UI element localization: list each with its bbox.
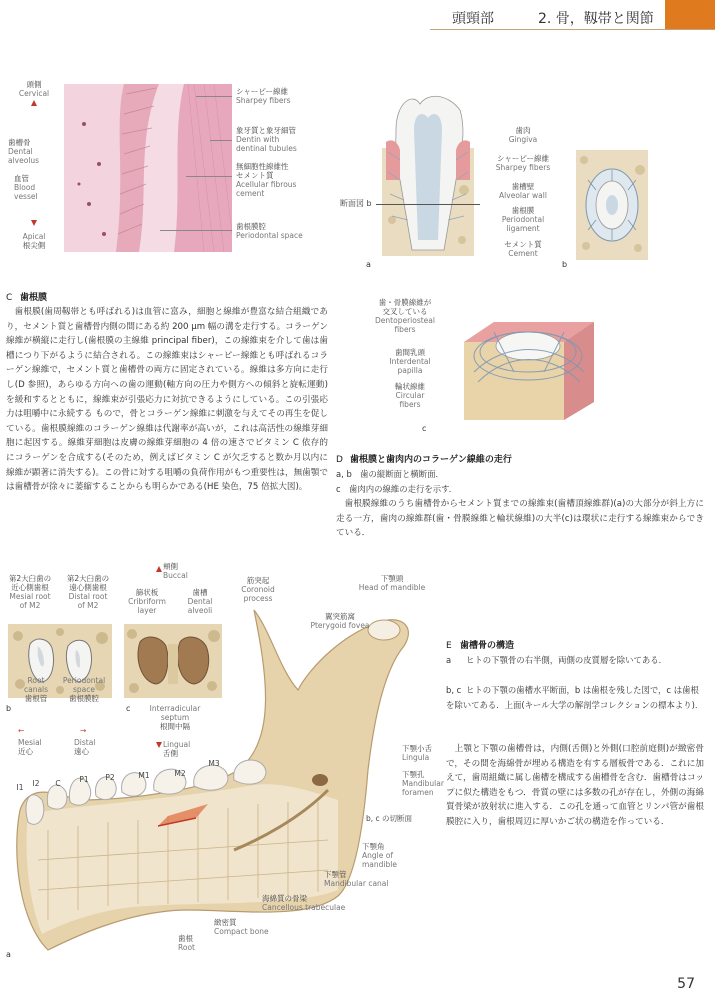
section-e-title: 歯槽骨の構造 [460,641,515,651]
lingula-jp: 下顎小舌 [402,744,432,753]
orient-bottom-en: Apical [22,232,46,241]
fig-e-letter-b: b [6,704,12,713]
cribriform-jp: 篩状板 [135,588,159,597]
coronoid-jp: 筋突起 [246,576,270,585]
compact-bone-jp: 緻密質 [214,918,237,927]
section-d-sub-ab: a, b 歯の縦断面と横断面． [336,469,444,479]
orient-bottom-jp: 根尖側 [22,241,46,250]
right-label-jp-1: シャーピー線維 [236,87,289,96]
papilla-label-en: Interdental papilla [389,357,431,375]
pdl-label-jp: 歯根膜 [511,206,535,215]
mandible-illustration [8,590,428,960]
pterygoid-fovea-en: Pterygoid fovea [310,621,370,630]
section-d-letter: D [336,455,343,465]
right-label-en-3: Acellular fibrous cement [236,180,297,198]
section-c-letter: C [6,293,13,303]
histology-figure [0,70,340,270]
cribriform-en: Cribriform layer [128,597,166,615]
circular-label-jp: 輪状線維 [395,382,425,391]
compact-bone-en: Compact bone [214,927,269,936]
angle-of-mandible-en: Angle of mandible [362,851,397,869]
page-number: 57 [677,976,695,992]
tooth-label-m3: M3 [208,759,220,768]
section-d-paragraph: 歯根膜線維のうち歯槽骨からセメント質までの線維束(歯槽頂線維群)(a)の大部分が斜上方に走る一方，歯肉の線維群(歯・骨膜線維と輪状線維)の大半(c)は環状に走行する線維束からできている． [336,499,704,539]
m2-distal-root-jp: 第2大臼歯の 遠心側歯根 [66,574,110,592]
item-a-text: ヒトの下顎骨の右半側，両側の皮質層を除いてある． [466,655,667,665]
item-bc-label: b, c [446,685,462,695]
gingiva-block-illustration [454,302,604,422]
mesial-arrow-icon: ← [18,726,25,735]
dentoperiosteal-label-jp: 歯・骨膜線維が 交叉している [378,298,432,316]
right-label-jp-4: 歯根膜腔 [236,222,266,231]
tooth-label-i1: I1 [16,783,24,792]
head-of-mandible-en: Head of mandible [358,583,426,592]
alveolar-wall-label-en: Alveolar wall [499,191,547,200]
distal-arrow-icon: → [80,726,87,735]
fig-d-c [360,292,715,442]
section-c-title: 歯根膜 [20,293,48,303]
gingiva-label-en: Gingiva [508,135,538,144]
sharpey-label-jp: シャーピー線維 [496,154,550,163]
cement-label-en: Cement [508,249,538,258]
m2-mesial-root-jp: 第2大臼歯の 近心側歯根 [8,574,52,592]
papilla-label-jp: 歯間乳頭 [395,348,425,357]
cancellous-en: Cancellous trabeculae [262,903,346,912]
item-a-label: a [446,655,452,665]
right-label-en-4: Periodontal space [236,231,303,240]
histology-micrograph [64,84,232,252]
circular-label-en: Circular fibers [395,391,425,409]
cement-label-jp: セメント質 [504,240,542,249]
apical-arrow-icon [31,220,37,226]
section-b-label: 断面図 b [340,199,372,208]
mandibular-canal-en: Mandibular canal [324,879,389,888]
interradicular-jp: 根間中隔 [160,722,190,731]
section-e-paragraph: 上顎と下顎の歯槽骨は，内側(舌側)と外側(口腔前庭側)が緻密骨で，その間を海綿骨が埋める構造を有する層板骨である．これに加えて，歯周組織に属し歯槽を構成する歯槽骨を含む．歯槽骨はコップに似た構造をもつ．骨質の壁には多数の孔が存在し，外側の海綿質骨梁が放射状に進入する．この孔を通って血管とリンパ管が歯根膜腔に入り，歯根周辺に厚いかご状の構造を作っている． [446,744,704,827]
fig-e-mandible [0,570,445,970]
leader-line [196,96,232,97]
periodontal-space-en: Periodontal space [62,676,106,694]
left-label-en-2: Blood vessel [14,183,38,201]
right-label-en-1: Sharpey fibers [236,96,291,105]
cancellous-jp: 海綿質の骨梁 [262,894,307,903]
root-jp: 歯根 [178,934,193,943]
root-canals-jp: 歯根管 [24,694,48,703]
fig-e-letter-a: a [6,950,11,959]
m2-distal-root-en: Distal root of M2 [68,592,108,610]
gingiva-label-jp: 歯肉 [515,126,531,135]
leader-line [186,176,232,177]
cervical-arrow-icon [31,100,37,106]
periodontal-space-jp: 歯根膜腔 [69,694,99,703]
alveolar-wall-label-jp: 歯槽壁 [511,182,535,191]
head-of-mandible-jp: 下顎頭 [380,574,404,583]
section-d-sub-c: c 歯肉内の線維の走行を示す． [336,484,458,494]
tooth-label-p2: P2 [105,773,115,782]
lingula-en: Lingula [402,753,430,762]
left-label-jp-2: 血管 [14,174,29,183]
fig-d-letter-a: a [366,260,371,269]
alveoli-jp: 歯槽 [192,588,208,597]
mandibular-canal-jp: 下顎管 [324,870,347,879]
section-d-title: 歯根膜と歯肉内のコラーゲン線維の走行 [350,455,512,465]
fig-e-letter-c: c [126,704,131,713]
fig-d-ab [340,80,715,280]
dentoperiosteal-label-en: Dentoperiosteal fibers [375,316,435,334]
m2-mesial-root-en: Mesial root of M2 [9,592,51,610]
section-e-heading [446,638,514,651]
mesial-en: Mesial [18,738,42,747]
distal-jp: 遠心 [74,747,89,756]
pdl-label-en: Periodontal ligament [501,215,545,233]
mandibular-foramen-en: Mandibular foramen [402,779,444,797]
left-label-en-1: Dental alveolus [8,147,40,165]
section-bc-label: b, c の切断面 [366,814,413,823]
lingual-jp: 舌側 [163,749,178,758]
section-c-paragraph: 歯根膜(歯周靱帯とも呼ばれる)は血管に富み，細胞と線維が豊富な結合組織であり，セメント質と歯槽骨内側の間にある約 200 μm 幅の溝を走行する。コラーゲン線維が横縦に走行し(歯根膜の主線維 principal fiber)，この線維束を介して歯は歯槽につり下がるように結合される。この線維束はシャーピー線維とも呼ばれるコラーゲン線維で，セメント質と歯槽骨の両方に固定されている。線維は多方向に走行し(D 参照)，あらゆる方向への歯の運動(軸方向の圧力や側方への傾斜と旋転運動)を緩和するとともに，線維束が引張応力に対抗できるようにしている。この引張応力は咀嚼中に永続する もので，骨とコラーゲン線維に刺激を与えてその再生を促している。歯根膜線維のコラーゲン線維は代謝率が高いが，これは高活性の線維芽細胞に起因する。線維芽細胞は皮膚の線維芽細胞の 4 倍の速さでビタミン C 依存的にコラーゲンを合成する(そのため，例えばビタミン C が欠乏すると数か月以内に線維が顕著に消失する)。この骨に対する咀嚼の負荷作用がもつ重要性は，無歯顎では歯槽骨が徐々に萎縮することからも明らかである(HE 染色，75 倍拡大図)。 [6,307,328,493]
item-bc-text: ヒトの下顎の歯槽水平断面，b は歯根を残した図で，c は歯根を除いてある．上面(キール大学の解剖学コレクションの標本より)． [446,685,704,710]
orient-top-jp: 頭側 [26,80,42,89]
tooth-label-i2: I2 [32,779,40,788]
alveoli-en: Dental alveoli [187,597,213,615]
mesial-jp: 近心 [18,747,33,756]
section-e-item-bc [446,683,704,712]
section-b-line [376,204,480,205]
buccal-en: Buccal [163,571,188,580]
tooth-label-p1: P1 [79,775,89,784]
tooth-label-m2: M2 [174,769,186,778]
tooth-label-c: C [55,779,61,788]
coronoid-en: Coronoid process [241,585,275,603]
section-d-heading [336,452,512,465]
sharpey-label-en: Sharpey fibers [495,163,551,172]
right-label-jp-3: 無細胞性線維性 セメント質 [236,162,289,180]
left-label-jp-1: 歯槽骨 [8,138,31,147]
header-section-title: 頭頸部 [452,11,494,27]
interradicular-en: Interradicular septum [149,704,201,722]
section-c-heading [6,290,47,303]
lingual-en: Lingual [163,740,191,749]
fig-d-letter-c: c [422,424,427,433]
root-canals-en: Root canals [23,676,49,694]
root-en: Root [178,943,195,952]
header-rule [430,29,715,30]
section-e-letter: E [446,641,452,651]
tooth-longitudinal-section [378,90,478,260]
right-label-en-2: Dentin with dentinal tubules [236,135,297,153]
leader-line [210,140,232,141]
tooth-label-m1: M1 [138,771,150,780]
angle-of-mandible-jp: 下顎角 [362,842,385,851]
leader-line [160,230,232,231]
fig-d-letter-b: b [562,260,568,269]
buccal-jp: 頬側 [163,562,178,571]
orient-top-en: Cervical [18,89,50,98]
distal-en: Distal [74,738,96,747]
tooth-cross-section [576,150,648,260]
mandibular-foramen-jp: 下顎孔 [402,770,425,779]
header-color-tab [665,0,715,30]
header-chapter-title: 2. 骨，靱帯と関節 [538,11,654,27]
right-label-jp-2: 象牙質と象牙細管 [236,126,296,135]
pterygoid-fovea-jp: 翼突筋窩 [325,612,355,621]
section-e-item-a [446,653,704,668]
